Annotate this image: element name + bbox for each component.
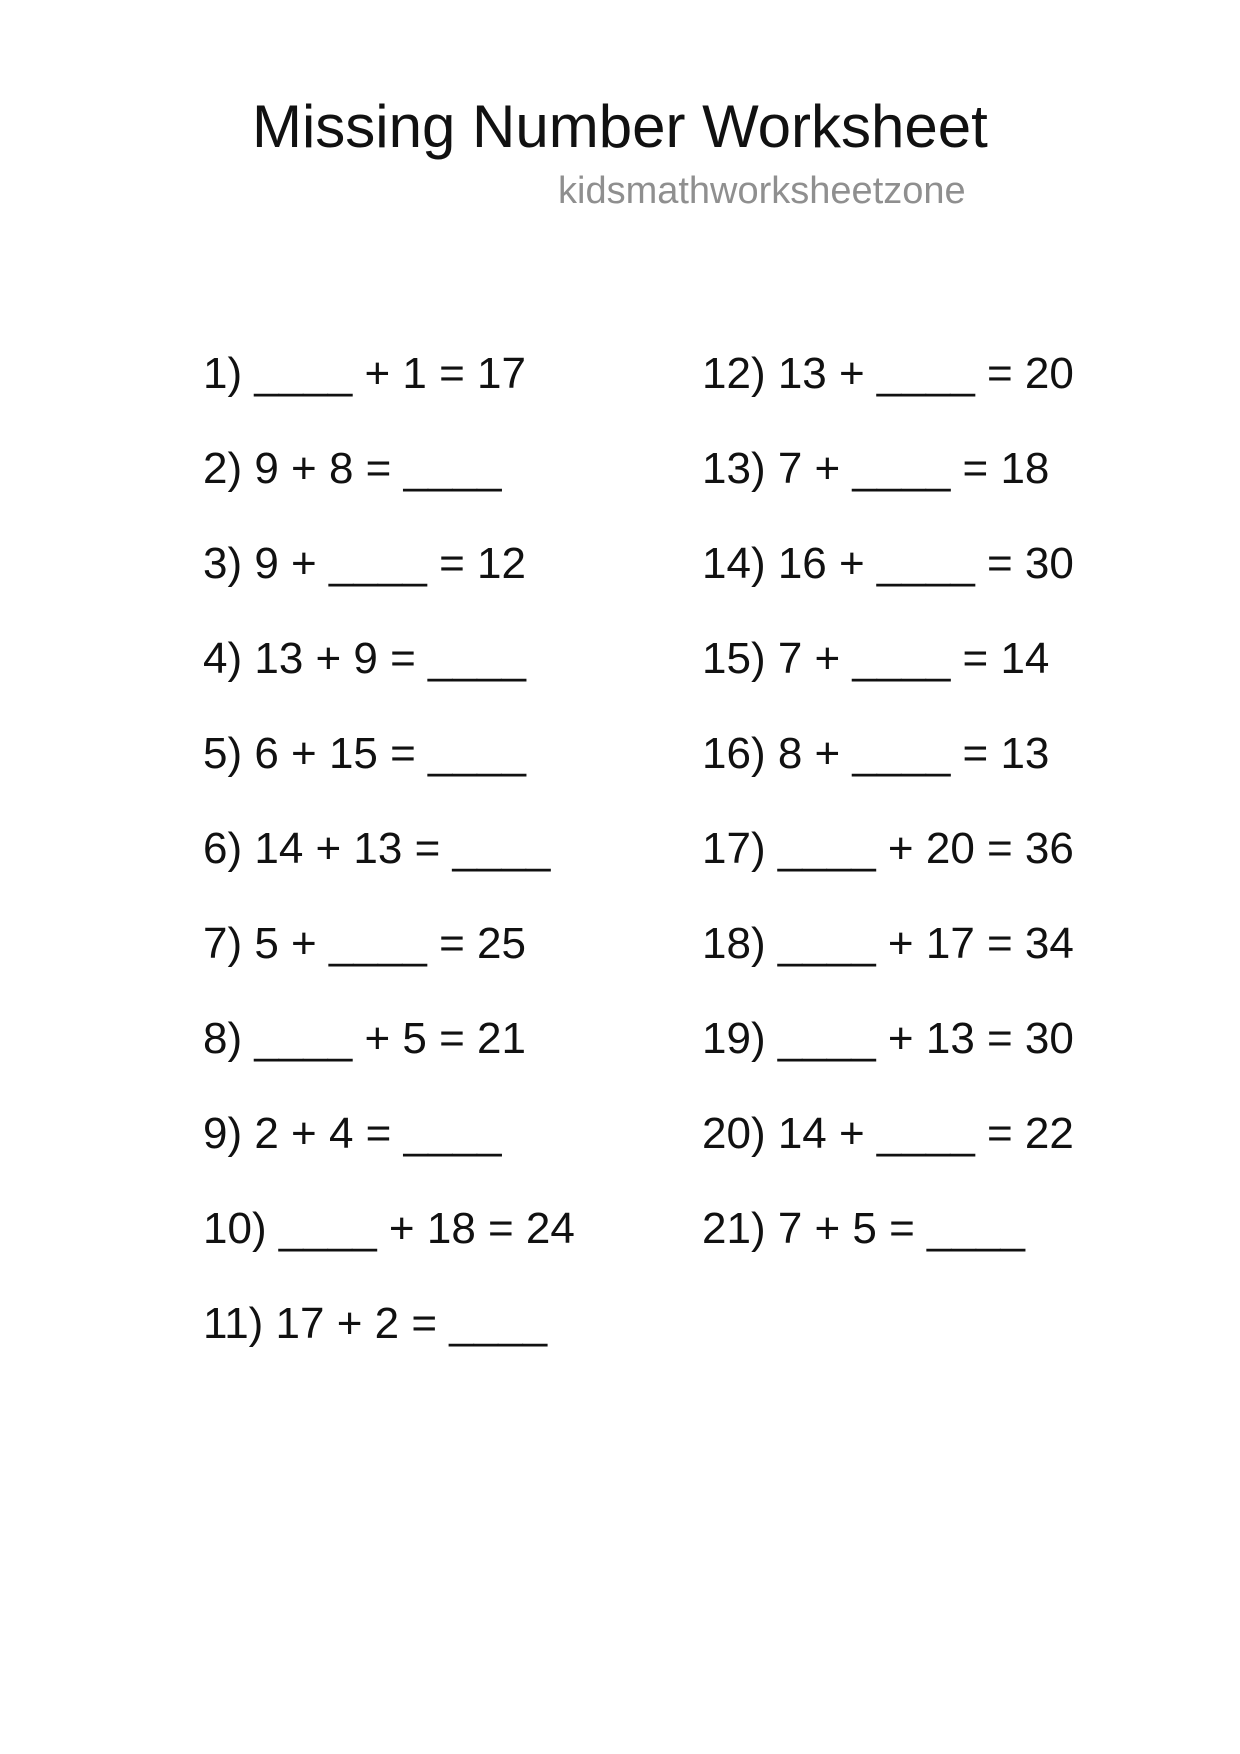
problem-item: 6) 14 + 13 = ____ — [203, 824, 551, 873]
problem-item: 3) 9 + ____ = 12 — [203, 539, 526, 588]
problem-item: 15) 7 + ____ = 14 — [702, 634, 1050, 683]
problem-item: 19) ____ + 13 = 30 — [702, 1014, 1074, 1063]
problem-item: 14) 16 + ____ = 30 — [702, 539, 1074, 588]
problem-item: 2) 9 + 8 = ____ — [203, 444, 502, 493]
problem-item: 20) 14 + ____ = 22 — [702, 1109, 1074, 1158]
problems-column-left — [203, 326, 575, 1371]
problem-item: 21) 7 + 5 = ____ — [702, 1204, 1025, 1253]
problem-item: 9) 2 + 4 = ____ — [203, 1109, 502, 1158]
problem-item: 7) 5 + ____ = 25 — [203, 919, 526, 968]
problem-item: 5) 6 + 15 = ____ — [203, 729, 526, 778]
problem-item: 4) 13 + 9 = ____ — [203, 634, 526, 683]
problem-item: 11) 17 + 2 = ____ — [203, 1299, 548, 1348]
page-title: Missing Number Worksheet — [252, 93, 988, 160]
problem-item: 16) 8 + ____ = 13 — [702, 729, 1050, 778]
problem-item: 12) 13 + ____ = 20 — [702, 349, 1074, 398]
problem-item: 17) ____ + 20 = 36 — [702, 824, 1074, 873]
page-subtitle: kidsmathworksheetzone — [558, 170, 966, 212]
problem-item: 1) ____ + 1 = 17 — [203, 349, 526, 398]
problem-item: 13) 7 + ____ = 18 — [702, 444, 1050, 493]
problem-item: 8) ____ + 5 = 21 — [203, 1014, 526, 1063]
problem-item: 18) ____ + 17 = 34 — [702, 919, 1074, 968]
problems-column-right — [702, 326, 1074, 1276]
problem-item: 10) ____ + 18 = 24 — [203, 1204, 575, 1253]
